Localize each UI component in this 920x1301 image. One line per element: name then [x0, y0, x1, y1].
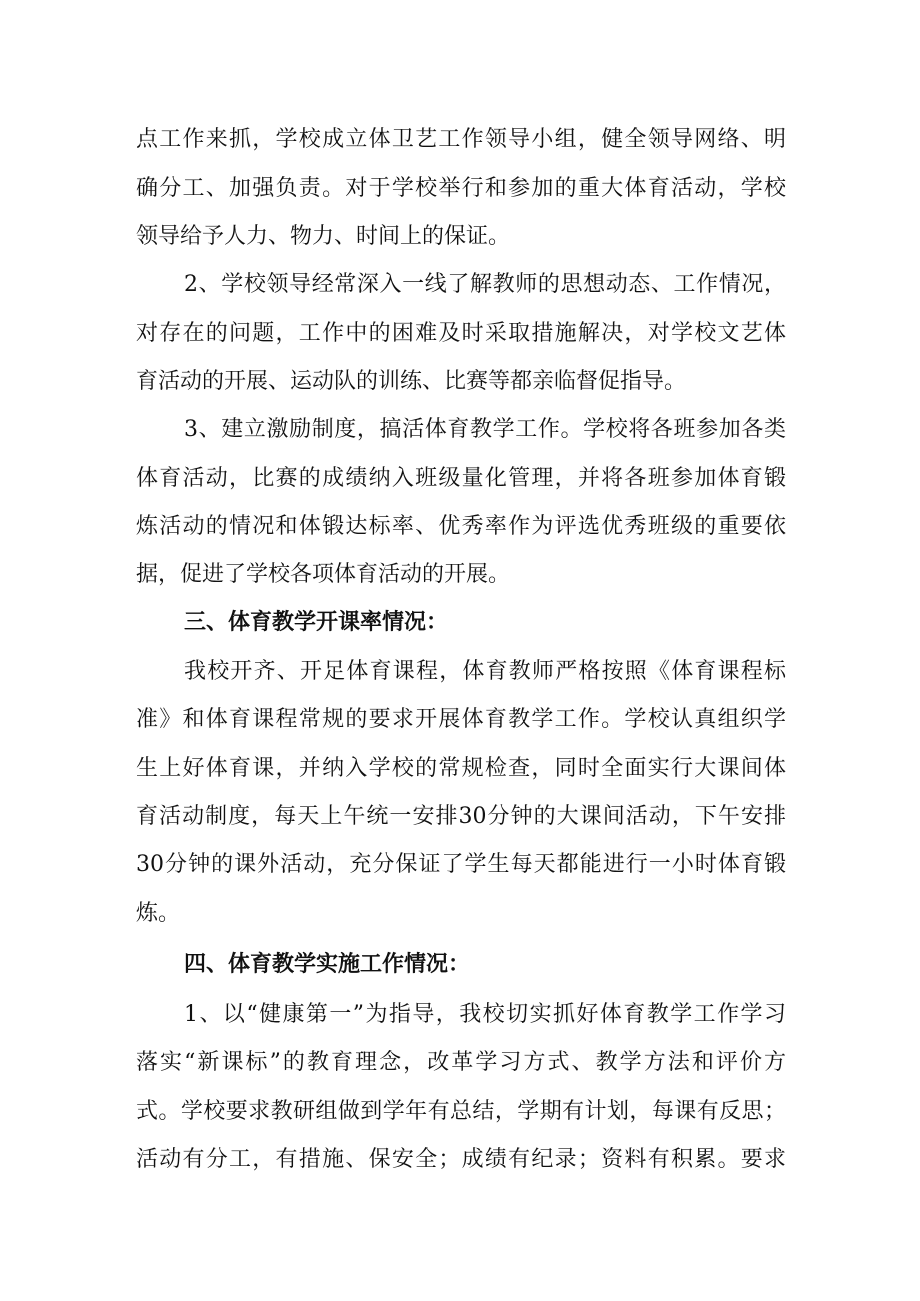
section3-line-5: 30分钟的课外活动，充分保证了学生每天都能进行一小时体育锻: [136, 852, 786, 877]
section3-line-3: 生上好体育课，并纳入学校的常规检查，同时全面实行大课间体: [136, 756, 786, 781]
section4-heading: 四、体育教学实施工作情况：: [184, 952, 471, 977]
item3-line-3: 炼活动的情况和体锻达标率、优秀率作为评选优秀班级的重要依: [136, 514, 786, 539]
section4-line-1: 1、以“健康第一”为指导，我校切实抓好体育教学工作学习: [184, 1002, 786, 1027]
intro-line-3: 领导给予人力、物力、时间上的保证。: [136, 224, 511, 249]
intro-line-1: 点工作来抓，学校成立体卫艺工作领导小组，健全领导网络、明: [136, 127, 786, 152]
section3-line-6: 炼。: [136, 901, 181, 926]
item3-line-4: 据，促进了学校各项体育活动的开展。: [136, 562, 511, 587]
section3-line-1: 我校开齐、开足体育课程，体育教师严格按照《体育课程标: [184, 659, 786, 684]
section4-line-4: 活动有分工，有措施、保安全；成绩有纪录；资料有积累。要求: [136, 1147, 786, 1172]
item3-line-1: 3、建立激励制度，搞活体育教学工作。学校将各班参加各类: [184, 417, 786, 442]
section4-line-2: 落实“新课标”的教育理念，改革学习方式、教学方法和评价方: [136, 1050, 786, 1075]
item3-line-2: 体育活动，比赛的成绩纳入班级量化管理，并将各班参加体育锻: [136, 466, 786, 491]
section3-line-2: 准》和体育课程常规的要求开展体育教学工作。学校认真组织学: [136, 707, 786, 732]
item2-line-2: 对存在的问题，工作中的困难及时采取措施解决，对学校文艺体: [136, 321, 786, 346]
section4-line-3: 式。学校要求教研组做到学年有总结，学期有计划，每课有反思；: [136, 1099, 786, 1124]
section3-line-4: 育活动制度，每天上午统一安排30分钟的大课间活动，下午安排: [136, 804, 786, 829]
section3-heading: 三、体育教学开课率情况：: [184, 610, 449, 635]
item2-line-1: 2、学校领导经常深入一线了解教师的思想动态、工作情况，: [184, 272, 786, 297]
intro-line-2: 确分工、加强负责。对于学校举行和参加的重大体育活动，学校: [136, 176, 786, 201]
item2-line-3: 育活动的开展、运动队的训练、比赛等都亲临督促指导。: [136, 369, 687, 394]
